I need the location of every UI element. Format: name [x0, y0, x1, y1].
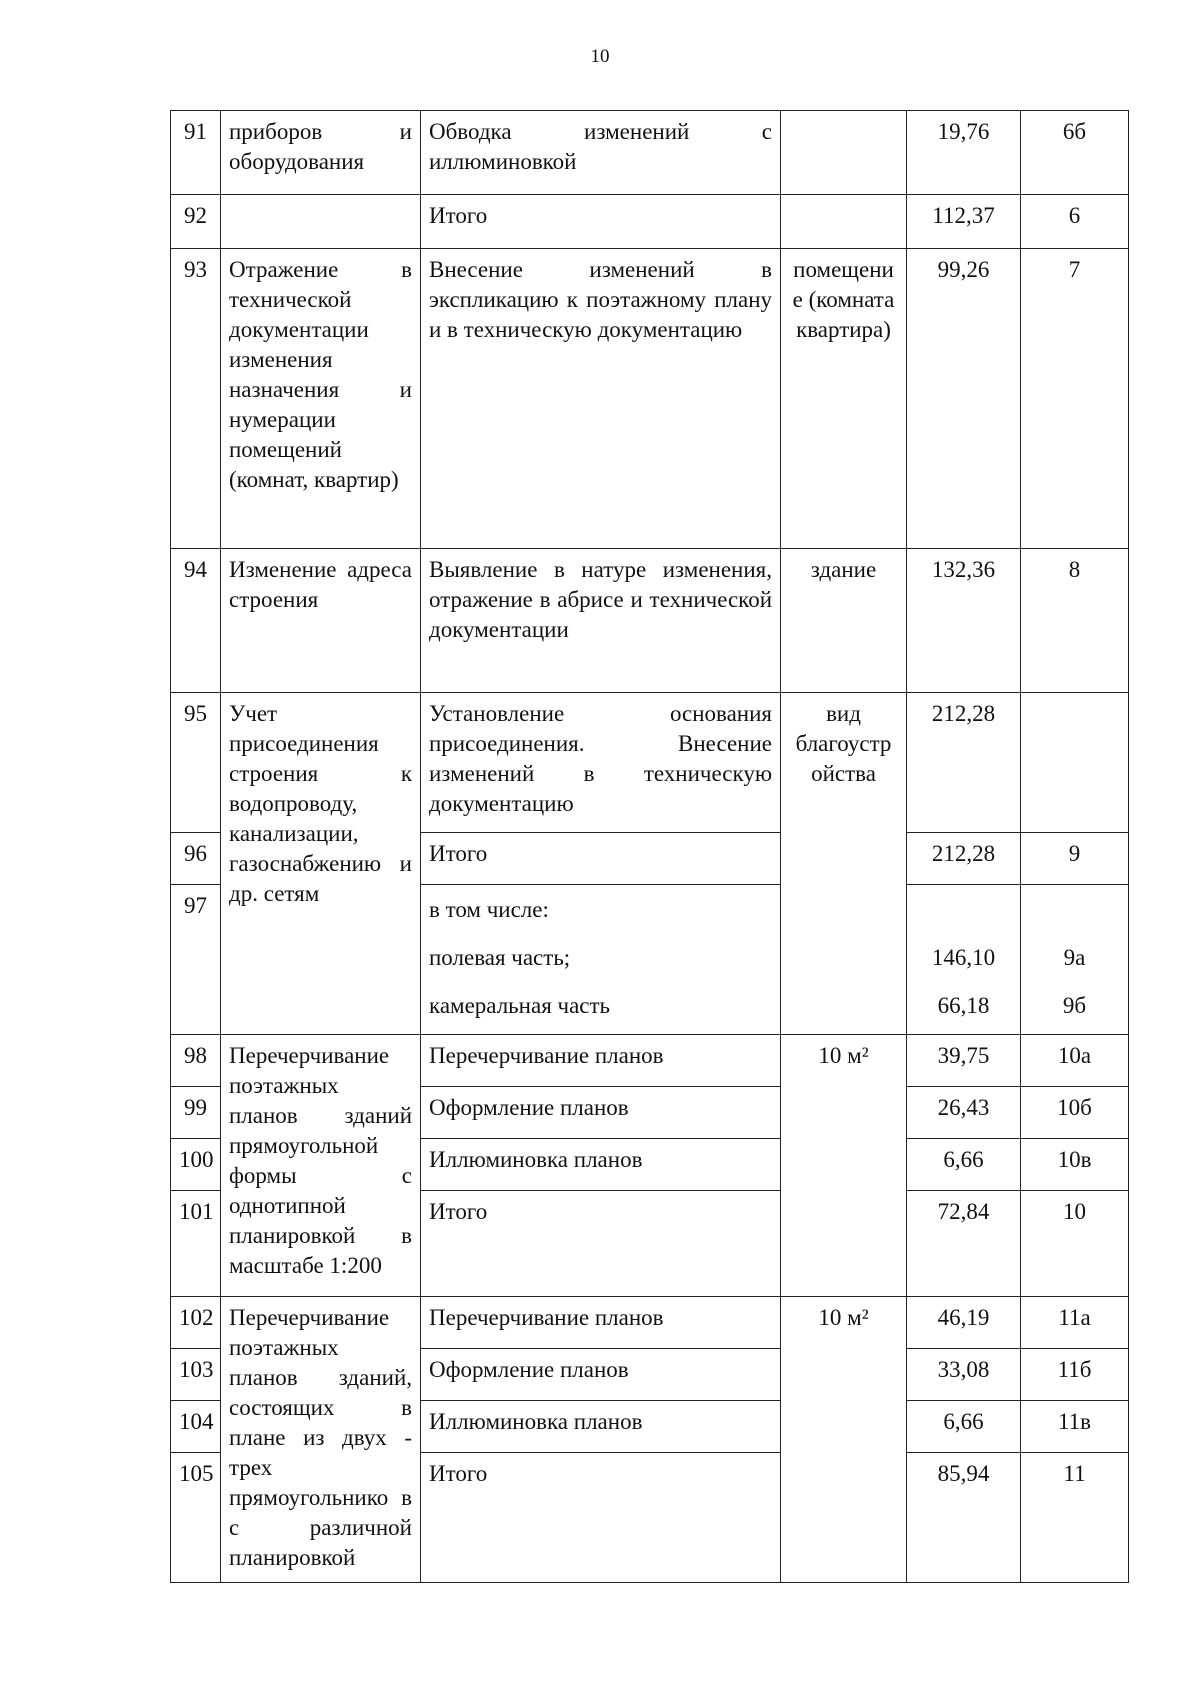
- price-cell: [907, 885, 1021, 1035]
- price-cell: 212,28: [907, 693, 1021, 833]
- price-cell: 19,76: [907, 111, 1021, 195]
- code-office: 9б: [1062, 993, 1087, 1018]
- price-cell: 6,66: [907, 1139, 1021, 1191]
- work-subtitle: в том числе:: [429, 897, 549, 922]
- row-number: 101: [171, 1191, 221, 1297]
- row-number: 95: [171, 693, 221, 833]
- item-name: [221, 195, 421, 249]
- code-cell: 9: [1021, 833, 1129, 885]
- code-cell: 6б: [1021, 111, 1129, 195]
- work-description: [421, 885, 781, 1035]
- table-row: [171, 1297, 1129, 1349]
- row-number: 98: [171, 1035, 221, 1087]
- work-description: Оформление планов: [421, 1087, 781, 1139]
- work-description: Иллюминовка планов: [421, 1401, 781, 1453]
- code-cell: 11а: [1021, 1297, 1129, 1349]
- code-cell: 10: [1021, 1191, 1129, 1297]
- work-description: Выявление в натуре изменения, отражение в абрисе и технической документации: [421, 549, 781, 693]
- table-row: [171, 693, 1129, 833]
- work-office-part: камеральная часть: [429, 993, 611, 1018]
- code-cell: 10б: [1021, 1087, 1129, 1139]
- row-number: 97: [171, 885, 221, 1035]
- code-cell: 11в: [1021, 1401, 1129, 1453]
- item-name: Перечерчивание поэтажных планов зданий прямоугольной формы с однотипной планировкой в масштабе 1:200: [221, 1035, 421, 1297]
- price-cell: 132,36: [907, 549, 1021, 693]
- price-office: 66,18: [937, 993, 990, 1018]
- tariff-table: [170, 110, 1129, 1583]
- row-number: 104: [171, 1401, 221, 1453]
- price-field: 146,10: [931, 945, 996, 970]
- table-row: [171, 195, 1129, 249]
- item-name: Изменение адреса строения: [221, 549, 421, 693]
- code-cell: 6: [1021, 195, 1129, 249]
- code-cell: 8: [1021, 549, 1129, 693]
- work-description: Иллюминовка планов: [421, 1139, 781, 1191]
- row-number: 99: [171, 1087, 221, 1139]
- unit-cell: 10 м²: [781, 1297, 907, 1583]
- price-cell: 26,43: [907, 1087, 1021, 1139]
- unit-cell: вид благоустр ойства: [781, 693, 907, 1035]
- price-cell: 112,37: [907, 195, 1021, 249]
- work-description: Итого: [421, 1453, 781, 1583]
- item-name: Учет присоединения строения к водопроводу, канализации, газоснабжению и др. сетям: [221, 693, 421, 1035]
- work-description: Итого: [421, 833, 781, 885]
- item-name: Перечерчивание поэтажных планов зданий, состоящих в плане из двух - трех прямоугольнико в с различной планировкой: [221, 1297, 421, 1583]
- table-row: [171, 1035, 1129, 1087]
- table-row: [171, 549, 1129, 693]
- work-description: Перечерчивание планов: [421, 1297, 781, 1349]
- row-number: 96: [171, 833, 221, 885]
- price-cell: 33,08: [907, 1349, 1021, 1401]
- code-cell: [1021, 885, 1129, 1035]
- item-name: Отражение в технической документации изменения назначения и нумерации помещений (комнат, квартир): [221, 249, 421, 549]
- row-number: 94: [171, 549, 221, 693]
- row-number: 100: [171, 1139, 221, 1191]
- price-cell: 85,94: [907, 1453, 1021, 1583]
- work-description: Обводка изменений с иллюминовкой: [421, 111, 781, 195]
- price-cell: 99,26: [907, 249, 1021, 549]
- price-cell: 212,28: [907, 833, 1021, 885]
- row-number: 103: [171, 1349, 221, 1401]
- work-description: Внесение изменений в экспликацию к поэтажному плану и в техническую документацию: [421, 249, 781, 549]
- work-description: Итого: [421, 1191, 781, 1297]
- row-number: 105: [171, 1453, 221, 1583]
- code-cell: 10а: [1021, 1035, 1129, 1087]
- table-row: [171, 111, 1129, 195]
- work-description: Итого: [421, 195, 781, 249]
- row-number: 93: [171, 249, 221, 549]
- code-field: 9а: [1063, 945, 1086, 970]
- unit-cell: [781, 195, 907, 249]
- table-row: [171, 249, 1129, 549]
- row-number: 91: [171, 111, 221, 195]
- price-cell: 39,75: [907, 1035, 1021, 1087]
- price-cell: 6,66: [907, 1401, 1021, 1453]
- code-cell: 11: [1021, 1453, 1129, 1583]
- work-description: Перечерчивание планов: [421, 1035, 781, 1087]
- item-name: приборов и оборудования: [221, 111, 421, 195]
- code-cell: 7: [1021, 249, 1129, 549]
- code-cell: 11б: [1021, 1349, 1129, 1401]
- row-number: 92: [171, 195, 221, 249]
- work-description: Установление основания присоединения. Внесение изменений в техническую документацию: [421, 693, 781, 833]
- unit-cell: помещени е (комната квартира): [781, 249, 907, 549]
- unit-cell: 10 м²: [781, 1035, 907, 1297]
- page-number: 10: [590, 46, 610, 67]
- row-number: 102: [171, 1297, 221, 1349]
- code-cell: [1021, 693, 1129, 833]
- unit-cell: здание: [781, 549, 907, 693]
- price-cell: 72,84: [907, 1191, 1021, 1297]
- work-field-part: полевая часть;: [429, 945, 571, 970]
- price-cell: 46,19: [907, 1297, 1021, 1349]
- work-description: Оформление планов: [421, 1349, 781, 1401]
- unit-cell: [781, 111, 907, 195]
- code-cell: 10в: [1021, 1139, 1129, 1191]
